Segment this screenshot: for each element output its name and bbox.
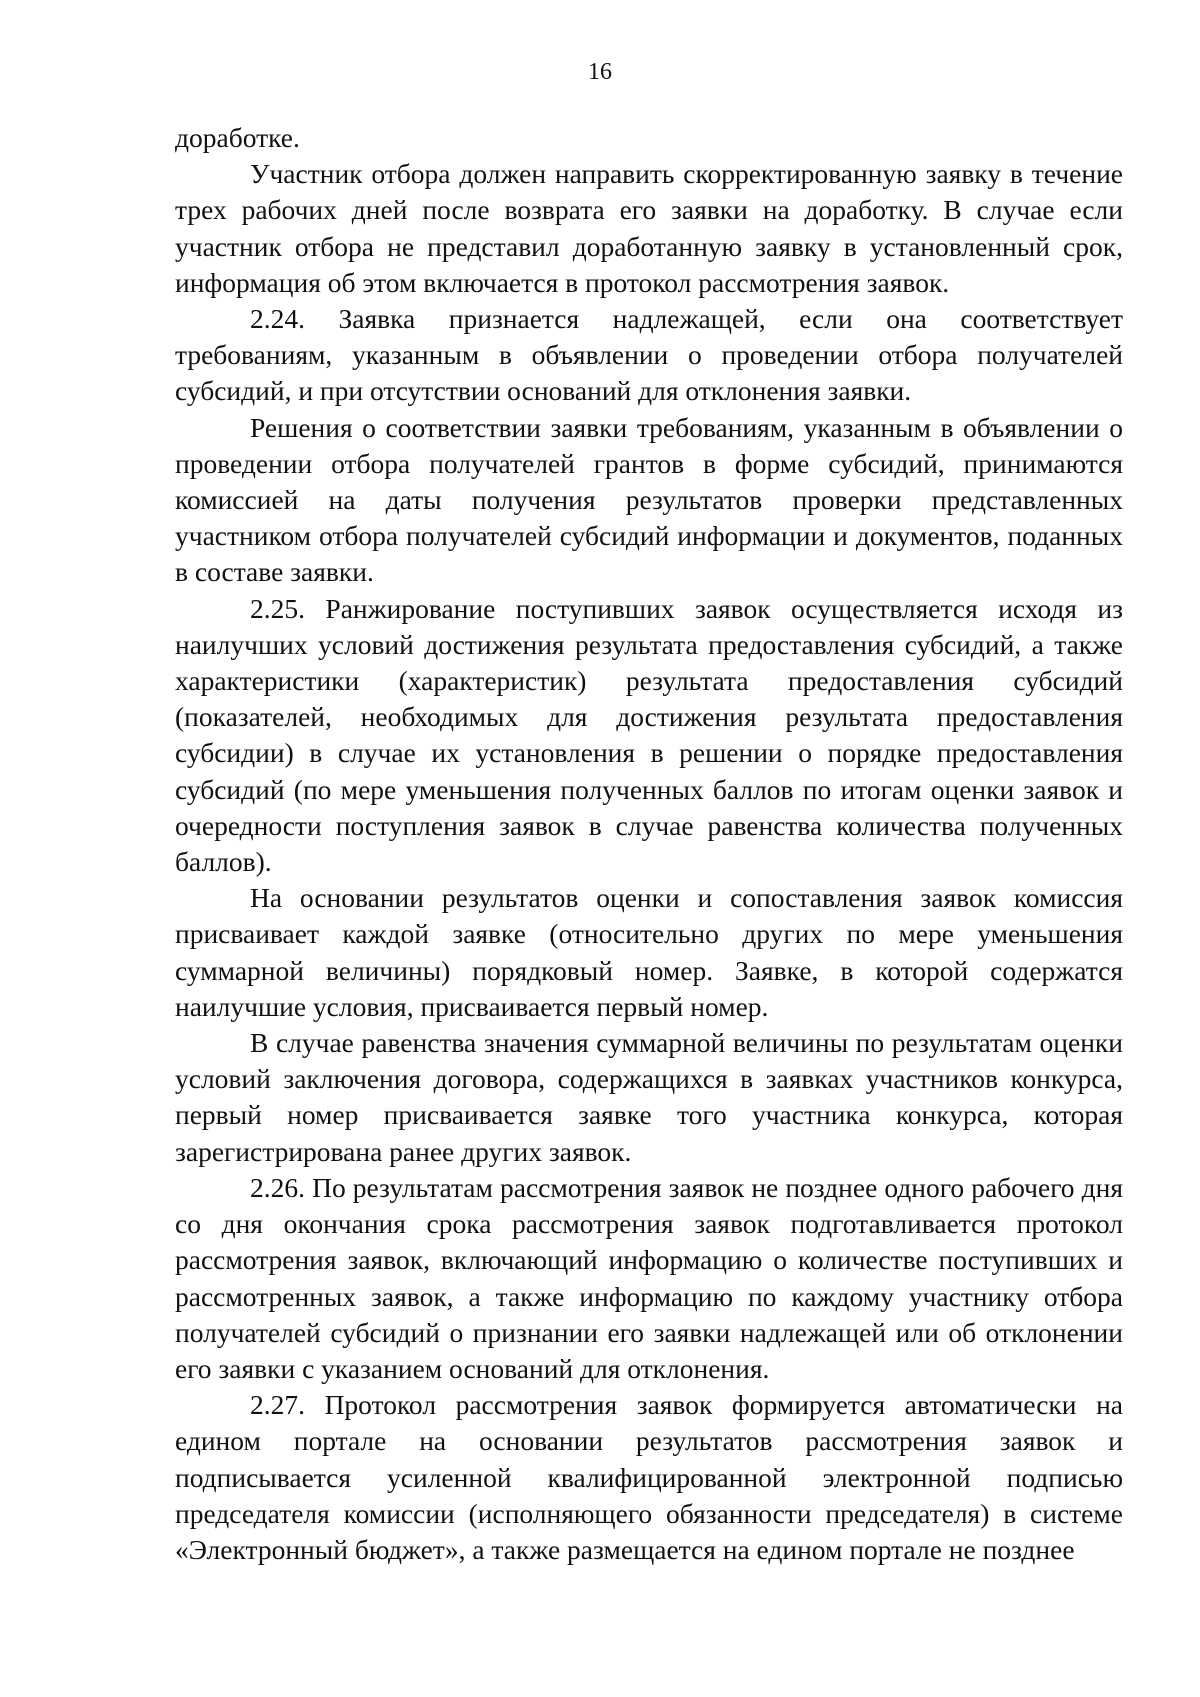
paragraph-2-27: 2.27. Протокол рассмотрения заявок формируется автоматически на едином портале на основании результатов рассмотрения заявок и подписывается усиленной квалифицированной электронной подписью председателя комиссии (исполняющего обязанности председателя) в системе «Электронный бюджет», а также размещается на едином портале не позднее — [175, 1389, 1123, 1565]
paragraph: На основании результатов оценки и сопоставления заявок комиссия присваивает каждой заявке (относительно других по мере уменьшения суммарной величины) порядковый номер. Заявке, в которой содержатся наилучшие условия, присваивается первый номер. — [175, 882, 1123, 1022]
paragraph: Решения о соответствии заявки требованиям, указанным в объявлении о проведении отбора получателей грантов в форме субсидий, принимаются комиссией на даты получения результатов проверки представленных участником отбора получателей субсидий информации и документов, поданных в составе заявки. — [175, 411, 1123, 588]
paragraph-2-26: 2.26. По результатам рассмотрения заявок не позднее одного рабочего дня со дня окончания срока рассмотрения заявок подготавливается протокол рассмотрения заявок, включающий информацию о количестве поступивших и рассмотренных заявок, а также информацию по каждому участнику отбора получателей субсидий о признании его заявки надлежащей или об отклонении его заявки с указанием оснований для отклонения. — [175, 1171, 1123, 1384]
paragraph: Участник отбора должен направить скорректированную заявку в течение трех рабочих дней после возврата его заявки на доработку. В случае если участник отбора не представил доработанную заявку в установленный срок, информация об этом включается в протокол рассмотрения заявок. — [175, 158, 1123, 298]
paragraph-2-25: 2.25. Ранжирование поступивших заявок осуществляется исходя из наилучших условий достижения результата предоставления субсидий, а также характеристики (характеристик) результата предоставления субсидий (показателей, необходимых для достижения результата предоставления субсидии) в случае их установления в решении о порядке предоставления субсидий (по мере уменьшения полученных баллов по итогам оценки заявок и очередности поступления заявок в случае равенства количества полученных баллов). — [175, 592, 1123, 878]
page-number: 16 — [588, 59, 612, 85]
document-body — [175, 120, 1123, 1568]
paragraph-2-24: 2.24. Заявка признается надлежащей, если она соответствует требованиям, указанным в объявлении о проведении отбора получателей субсидий, и при отсутствии оснований для отклонения заявки. — [175, 303, 1123, 407]
paragraph-continuation: доработке. — [175, 122, 300, 153]
paragraph: В случае равенства значения суммарной величины по результатам оценки условий заключения договора, содержащихся в заявках участников конкурса, первый номер присваивается заявке того участника конкурса, которая зарегистрирована ранее других заявок. — [175, 1027, 1123, 1167]
